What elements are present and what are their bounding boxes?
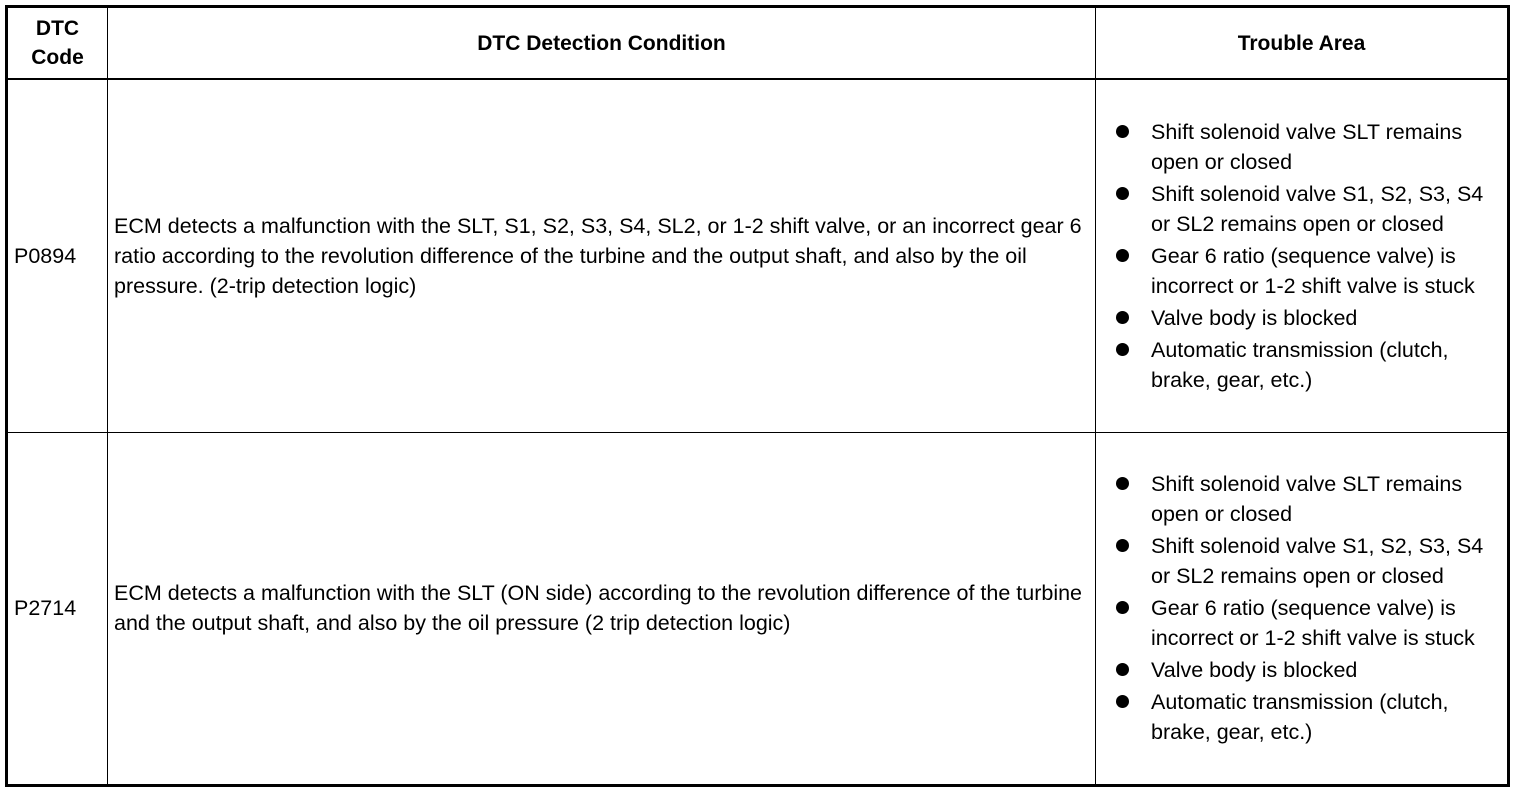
trouble-area-cell <box>1096 432 1509 785</box>
bullet-icon <box>1116 477 1129 490</box>
header-dtc-code-line2: Code <box>31 46 84 69</box>
trouble-area-text: Gear 6 ratio (sequence valve) is incorrect or 1-2 shift valve is stuck <box>1151 243 1475 298</box>
header-dtc-code <box>7 7 108 80</box>
trouble-area-text: Shift solenoid valve SLT remains open or closed <box>1151 119 1463 174</box>
bullet-icon <box>1116 539 1129 552</box>
bullet-icon <box>1116 125 1129 138</box>
trouble-area-item <box>1116 179 1503 239</box>
dtc-table <box>5 5 1510 787</box>
trouble-area-text: Valve body is blocked <box>1151 658 1358 682</box>
trouble-area-text: Shift solenoid valve S1, S2, S3, S4 or SL2 remains open or closed <box>1151 181 1484 236</box>
trouble-area-list <box>1116 117 1503 395</box>
trouble-area-item <box>1116 531 1503 591</box>
dtc-code-cell: P0894 <box>7 79 108 432</box>
trouble-area-item <box>1116 593 1503 653</box>
trouble-area-text: Automatic transmission (clutch, brake, gear, etc.) <box>1151 337 1449 392</box>
trouble-area-item <box>1116 335 1503 395</box>
table-row <box>7 79 1509 432</box>
trouble-area-item <box>1116 687 1503 747</box>
bullet-icon <box>1116 663 1129 676</box>
trouble-area-text: Valve body is blocked <box>1151 305 1358 330</box>
trouble-area-item <box>1116 241 1503 301</box>
trouble-area-item <box>1116 469 1503 529</box>
bullet-icon <box>1116 249 1129 262</box>
trouble-area-text: Shift solenoid valve S1, S2, S3, S4 or SL2 remains open or closed <box>1151 534 1484 588</box>
trouble-area-list <box>1116 469 1503 747</box>
table-row <box>7 432 1509 785</box>
bullet-icon <box>1116 343 1129 356</box>
dtc-code-cell: P2714 <box>7 432 108 785</box>
header-row <box>7 7 1509 80</box>
header-dtc-code-line1: DTC <box>35 17 80 40</box>
trouble-area-item <box>1116 117 1503 177</box>
trouble-area-text: Shift solenoid valve SLT remains open or closed <box>1151 472 1463 526</box>
detection-condition-cell: ECM detects a malfunction with the SLT (ON side) according to the revolution difference of the turbine and the output shaft, and also by the oil pressure (2 trip detection logic) <box>108 432 1096 785</box>
trouble-area-text: Automatic transmission (clutch, brake, gear, etc.) <box>1151 690 1449 744</box>
trouble-area-item <box>1116 303 1503 333</box>
bullet-icon <box>1116 187 1129 200</box>
bullet-icon <box>1116 695 1129 708</box>
trouble-area-item <box>1116 655 1503 685</box>
detection-condition-cell: ECM detects a malfunction with the SLT, S1, S2, S3, S4, SL2, or 1-2 shift valve, or an incorrect gear 6 ratio according to the revolution difference of the turbine and the output shaft, and also by the oil pressure. (2-trip detection logic) <box>108 79 1096 432</box>
bullet-icon <box>1116 311 1129 324</box>
bullet-icon <box>1116 601 1129 614</box>
header-detection-condition: DTC Detection Condition <box>108 7 1096 80</box>
trouble-area-cell <box>1096 79 1509 432</box>
header-trouble-area: Trouble Area <box>1096 7 1509 80</box>
trouble-area-text: Gear 6 ratio (sequence valve) is incorrect or 1-2 shift valve is stuck <box>1151 596 1475 650</box>
